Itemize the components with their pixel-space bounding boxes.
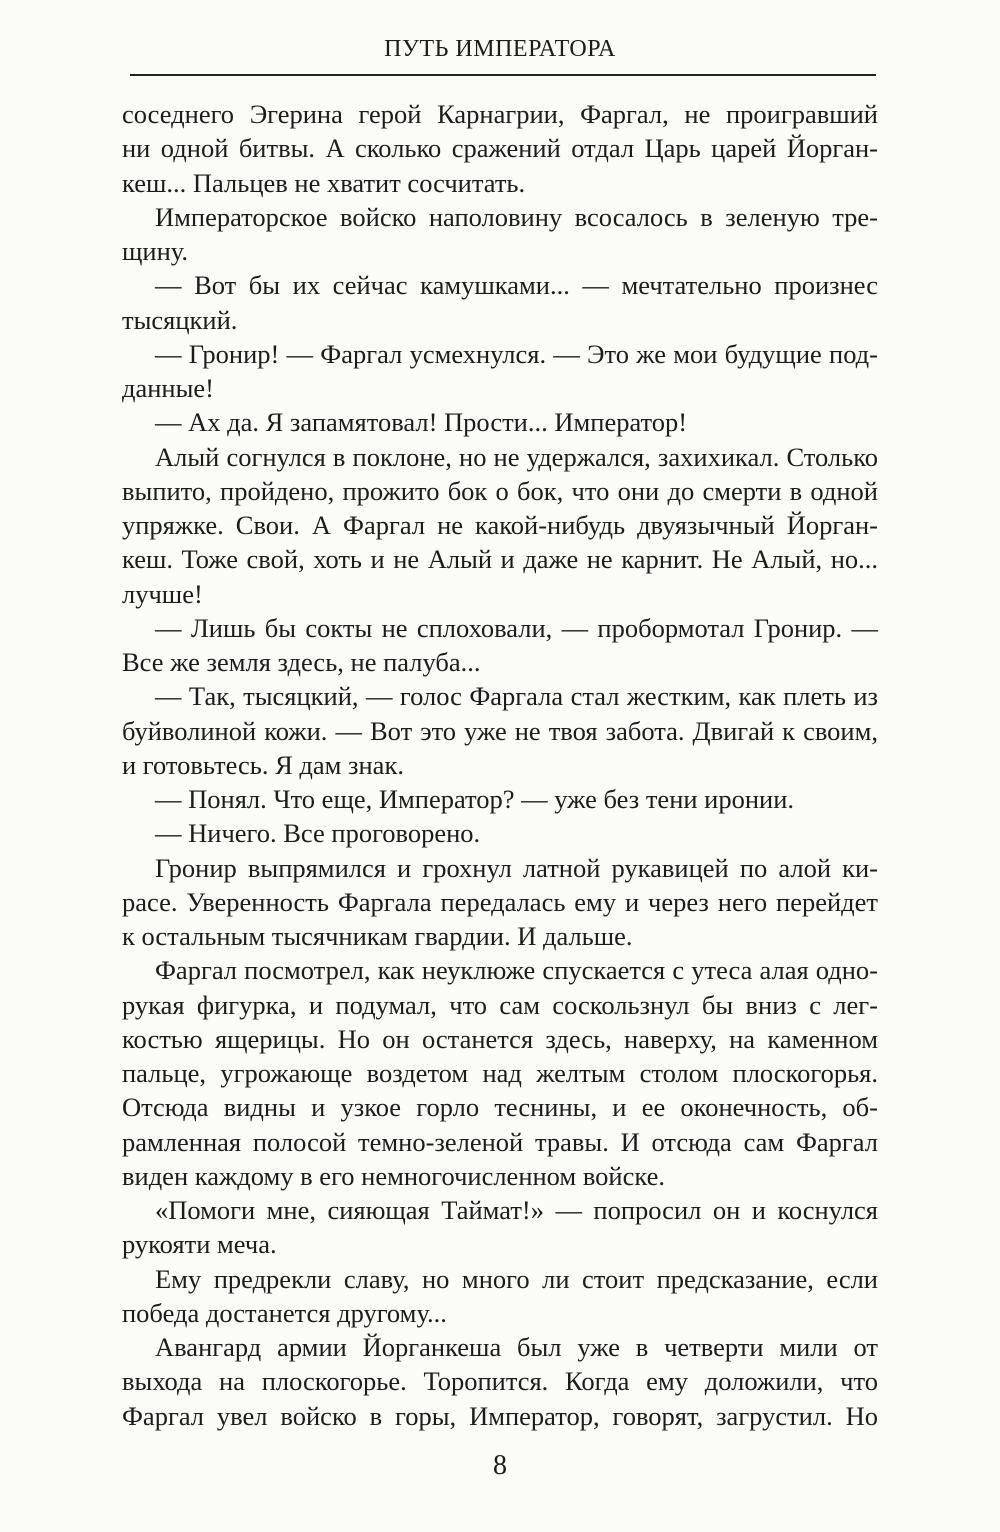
text-line: Фаргал увел войско в горы, Император, говорят, загрустил. Но [122, 1400, 878, 1431]
text-line: упряжке. Свои. А Фаргал не какой-нибудь двуязычный Йорган- [122, 510, 878, 540]
text-line: Алый согнулся в поклоне, но не удержался, захихикал. Столько [155, 441, 878, 472]
text-line: Фаргал посмотрел, как неуклюже спускается с утеса алая одно- [155, 955, 878, 986]
text-line: Авангард армии Йорганкеша был уже в четверти мили от [155, 1332, 878, 1362]
text-line: «Помоги мне, сияющая Таймат!» — попросил он и коснулся [155, 1195, 878, 1225]
text-line: ни одной битвы. А сколько сражений отдал Царь царей Йорган- [122, 133, 878, 164]
text-line: расе. Уверенность Фаргала передалась ему и через него перейдет [122, 886, 878, 917]
text-line: к остальным тысячникам гвардии. И дальше. [122, 921, 633, 951]
text-line: пальце, угрожающе воздетом над желтым столом плоскогорья. [122, 1058, 878, 1088]
text-line: — Так, тысяцкий, — голос Фаргала стал жестким, как плеть из [155, 681, 878, 712]
page-number: 8 [493, 1450, 507, 1481]
text-line: выпито, пройдено, прожито бок о бок, что они до смерти в одной [122, 475, 878, 506]
text-line: — Ничего. Все проговорено. [155, 818, 481, 849]
text-line: — Вот бы их сейчас камушками... — мечтательно произнес [155, 270, 878, 301]
text-line: рукая фигурка, и подумал, что сам соскользнул бы вниз с лег- [122, 989, 878, 1020]
text-line: костью ящерицы. Но он останется здесь, наверху, на каменном [122, 1023, 878, 1054]
text-line: тысяцкий. [122, 304, 238, 335]
text-line: рукояти меча. [122, 1229, 277, 1260]
text-line: — Ах да. Я запамятовал! Прости... Император! [155, 407, 688, 438]
text-line: Ему предрекли славу, но много ли стоит предсказание, если [155, 1263, 878, 1294]
text-line: — Гронир! — Фаргал усмехнулся. — Это же мои будущие под- [155, 338, 878, 369]
text-line: соседнего Эгерина герой Карнагрии, Фаргал, не проигравший [122, 99, 878, 129]
text-line: кеш... Пальцев не хватит сосчитать. [122, 167, 526, 198]
text-line: щину. [122, 236, 188, 266]
header-rule [130, 74, 876, 76]
running-header: ПУТЬ ИМПЕРАТОРА [384, 36, 616, 62]
text-line: Отсюда видны и узкое горло теснины, и ее оконечность, об- [122, 1092, 878, 1123]
text-line: виден каждому в его немногочисленном войске. [122, 1160, 665, 1191]
text-line: Императорское войско наполовину всосалось в зеленую тре- [155, 201, 878, 232]
text-line: кеш. Тоже свой, хоть и не Алый и даже не карнит. Не Алый, но... [122, 544, 878, 575]
text-line: — Понял. Что еще, Император? — уже без тени иронии. [155, 784, 795, 814]
text-line: и готовьтесь. Я дам знак. [122, 749, 404, 780]
text-line: данные! [122, 373, 214, 403]
text-line: буйволиной кожи. — Вот это уже не твоя забота. Двигай к своим, [122, 715, 878, 746]
text-line: — Лишь бы сокты не сплоховали, — пробормотал Гронир. — [155, 612, 878, 643]
text-line: рамленная полосой темно-зеленой травы. И отсюда сам Фаргал [122, 1126, 878, 1157]
page-body-text [122, 97, 878, 1433]
text-line: Гронир выпрямился и грохнул латной рукавицей по алой ки- [155, 852, 878, 883]
text-line: Все же земля здесь, не палуба... [122, 647, 481, 677]
text-line: выхода на плоскогорье. Торопится. Когда ему доложили, что [122, 1366, 878, 1397]
text-line: лучше! [122, 578, 203, 609]
text-line: победа достанется другому... [122, 1297, 447, 1328]
